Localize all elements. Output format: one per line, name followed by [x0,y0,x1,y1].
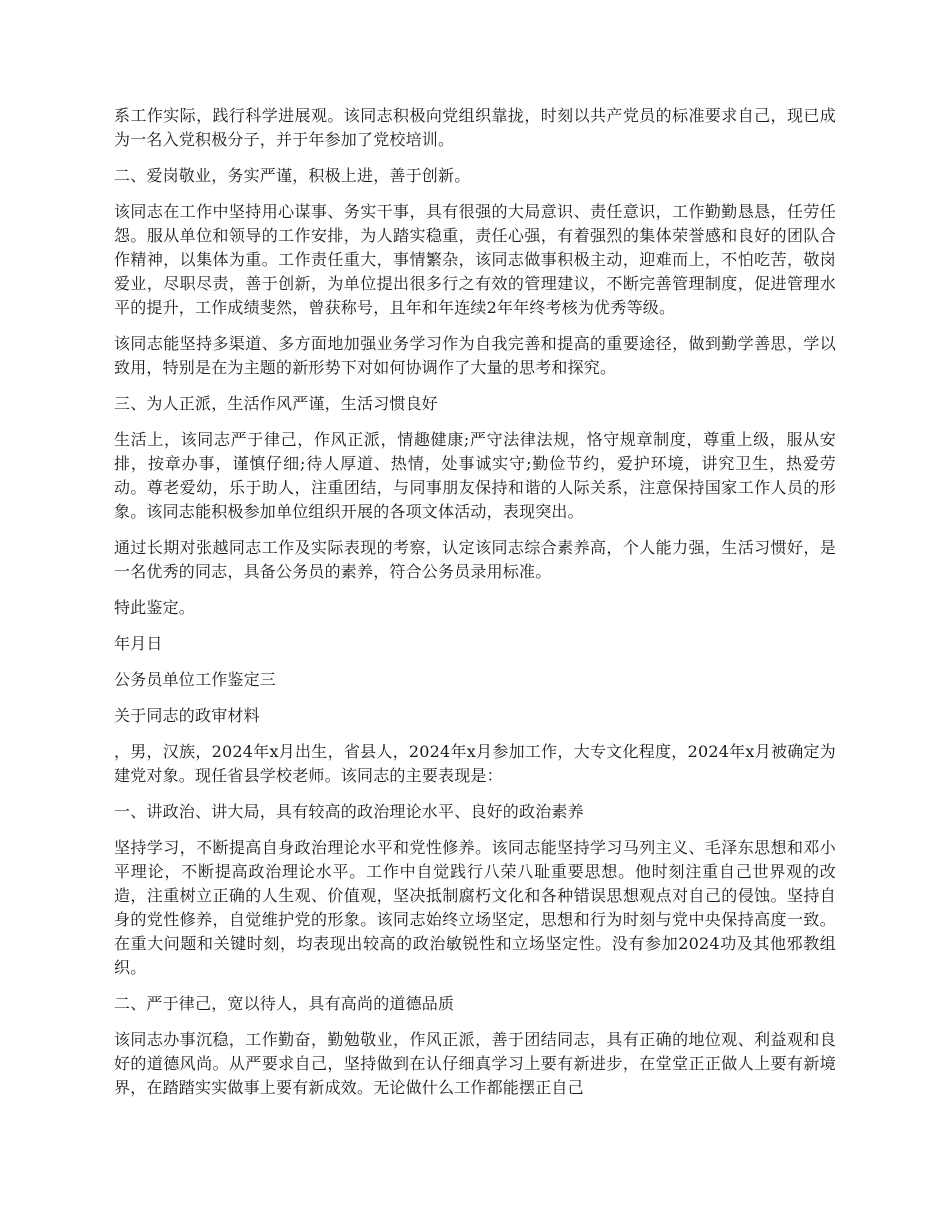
paragraph: 坚持学习，不断提高自身政治理论水平和党性修养。该同志能坚持学习马列主义、毛泽东思想和邓小平理论，不断提高政治理论水平。工作中自觉践行八荣八耻重要思想。他时刻注重自己世界观的改造，注重树立正确的人生观、价值观，坚决抵制腐朽文化和各种错误思想观点对自己的侵蚀。坚持自身的党性修养，自觉维护党的形象。该同志始终立场坚定，思想和行为时刻与党中央保持高度一致。在重大问题和关键时刻，均表现出较高的政治敏锐性和立场坚定性。没有参加2024功及其他邪教组织。 [114,838,836,977]
section-heading: 二、爱岗敬业，务实严谨，积极上进，善于创新。 [114,166,471,185]
section-heading: 一、讲政治、讲大局，具有较高的政治理论水平、良好的政治素养 [114,802,584,821]
section-heading: 三、为人正派，生活作风严谨，生活习惯良好 [114,394,439,413]
paragraph: 该同志在工作中坚持用心谋事、务实干事，具有很强的大局意识、责任意识，工作勤勤恳恳，任劳任怨。服从单位和领导的工作安排，为人踏实稳重，责任心强，有着强烈的集体荣誉感和良好的团队合作精神，以集体为重。工作责任重大，事情繁杂，该同志做事积极主动，迎难而上，不怕吃苦，敬岗爱业，尽职尽责，善于创新，为单位提出很多行之有效的管理建议，不断完善管理制度，促进管理水平的提升，工作成绩斐然，曾获称号，且年和年连续2年年终考核为优秀等级。 [114,202,836,317]
document-subtitle: 关于同志的政审材料 [114,706,260,725]
paragraph: 系工作实际，践行科学进展观。该同志积极向党组织靠拢，时刻以共产党员的标准要求自己，现已成为一名入党积极分子，并于年参加了党校培训。 [114,106,836,149]
date-line: 年月日 [114,634,163,653]
paragraph: 通过长期对张越同志工作及实际表现的考察，认定该同志综合素养高，个人能力强，生活习惯好，是一名优秀的同志，具备公务员的素养，符合公务员录用标准。 [114,538,836,581]
paragraph: ，男，汉族，2024年x月出生，省县人，2024年x月参加工作，大专文化程度，2024年x月被确定为建党对象。现任省县学校老师。该同志的主要表现是： [114,742,836,785]
paragraph: 生活上，该同志严于律己，作风正派，情趣健康;严守法律法规，恪守规章制度，尊重上级，服从安排，按章办事，谨慎仔细;待人厚道、热情，处事诚实守;勤俭节约，爱护环境，讲究卫生，热爱劳动。尊老爱幼，乐于助人，注重团结，与同事朋友保持和谐的人际关系，注意保持国家工作人员的形象。该同志能积极参加单位组织开展的各项文体活动，表现突出。 [114,430,836,521]
section-heading: 二、严于律己，宽以待人，具有高尚的道德品质 [114,994,455,1013]
paragraph: 该同志能坚持多渠道、多方面地加强业务学习作为自我完善和提高的重要途径，做到勤学善思，学以致用，特别是在为主题的新形势下对如何协调作了大量的思考和探究。 [114,334,836,377]
closing-line: 特此鉴定。 [114,598,196,617]
document-body [114,104,836,1112]
document-title: 公务员单位工作鉴定三 [114,670,277,689]
paragraph: 该同志办事沉稳，工作勤奋，勤勉敬业，作风正派，善于团结同志，具有正确的地位观、利益观和良好的道德风尚。从严要求自己，坚持做到在认仔细真学习上要有新进步，在堂堂正正做人上要有新境界，在踏踏实实做事上要有新成效。无论做什么工作都能摆正自己 [114,1030,836,1097]
